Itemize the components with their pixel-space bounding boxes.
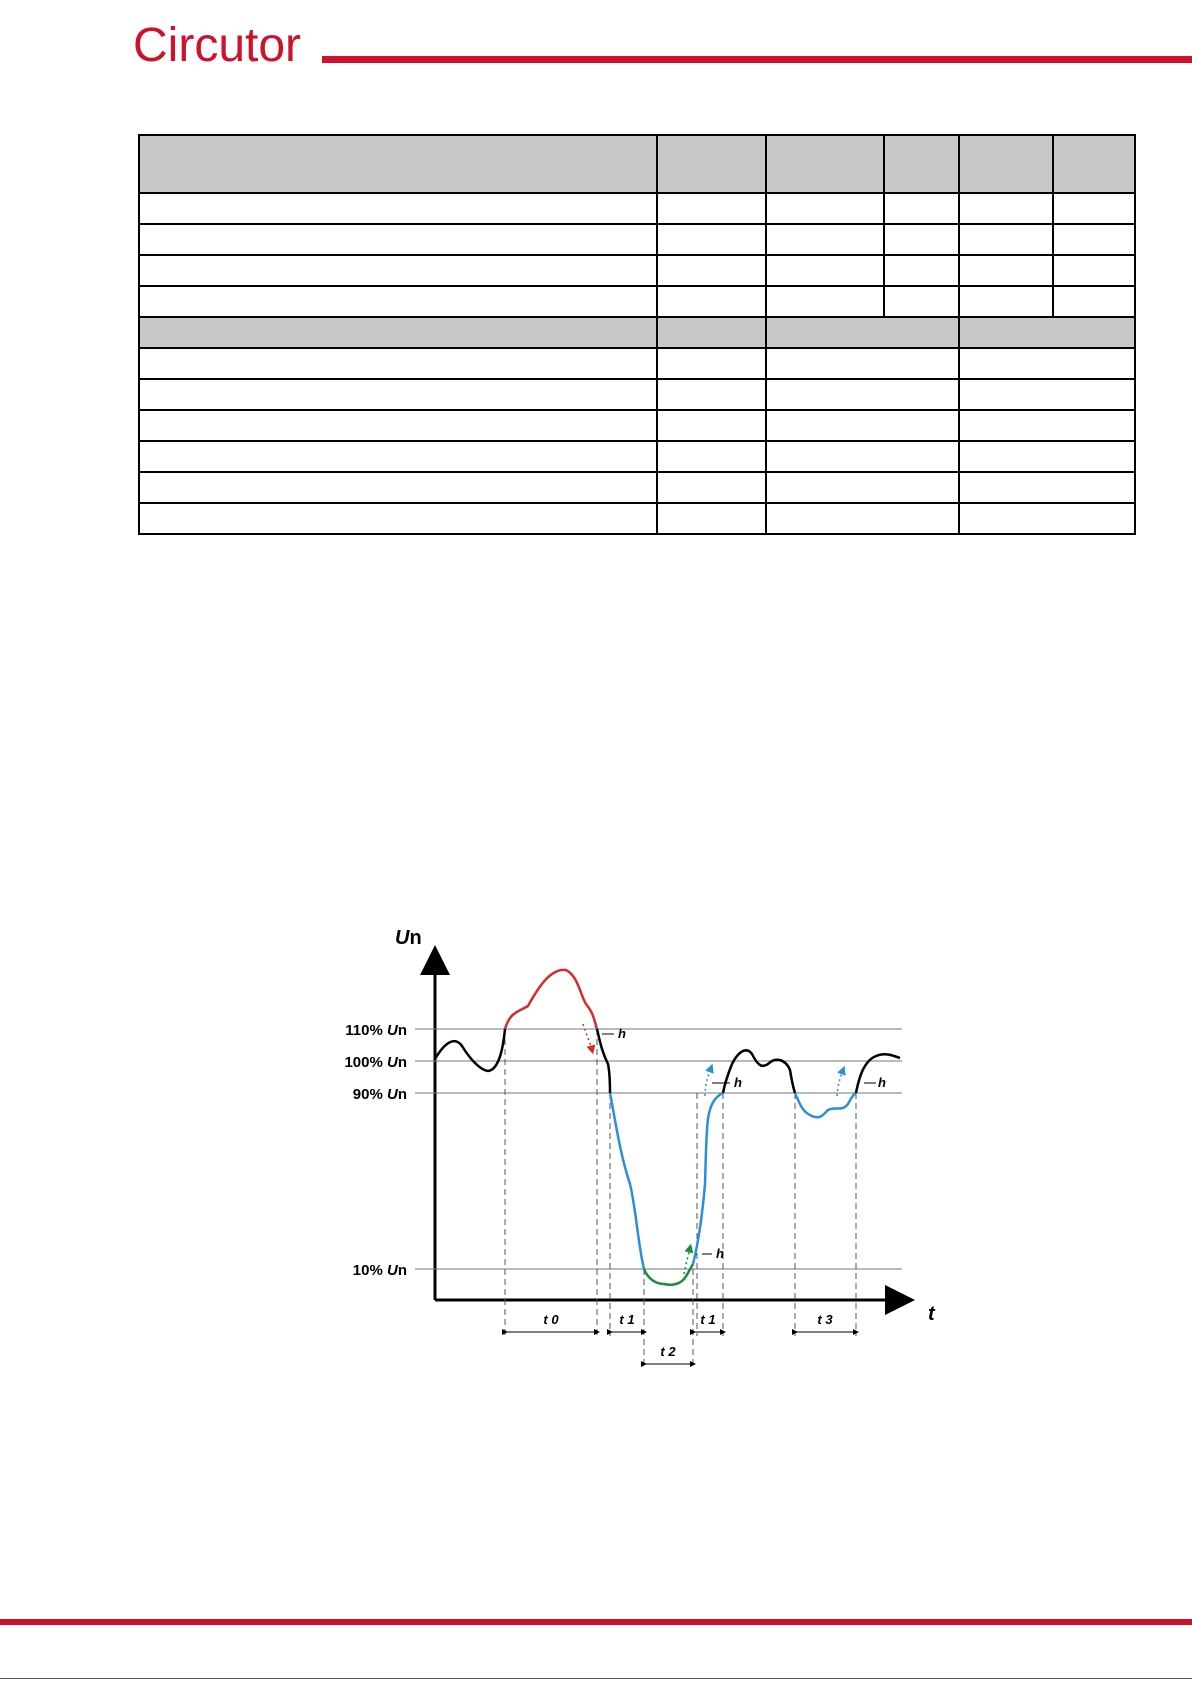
table-cell [657, 441, 766, 472]
hysteresis-markers [602, 1034, 876, 1254]
x-axis-label: t [928, 1303, 935, 1325]
table-cell [139, 286, 657, 317]
table-cell [959, 503, 1135, 534]
interval-label-t1: t 1 [700, 1312, 716, 1327]
table-subheader-row [139, 317, 1135, 348]
table-row [139, 410, 1135, 441]
table-cell [959, 286, 1053, 317]
table-cell [139, 503, 657, 534]
table-cell [959, 255, 1053, 286]
table-cell [766, 317, 959, 348]
table-cell [959, 441, 1135, 472]
interval-label-t0: t 0 [543, 1312, 559, 1327]
table-cell [139, 348, 657, 379]
table-cell [766, 472, 959, 503]
table-cell [884, 286, 959, 317]
dip-end-arrow-2 [837, 1070, 843, 1096]
table-cell [766, 441, 959, 472]
table-row [139, 441, 1135, 472]
table-cell [959, 379, 1135, 410]
table-row [139, 379, 1135, 410]
table-header-row [139, 135, 1135, 193]
table-cell [139, 135, 657, 193]
table-cell [959, 317, 1135, 348]
table-cell [1053, 255, 1135, 286]
table-cell [766, 224, 884, 255]
table-cell [766, 193, 884, 224]
footer-rule [0, 1619, 1192, 1625]
voltage-event-diagram [320, 924, 940, 1384]
table-cell [766, 286, 884, 317]
header-rule [322, 56, 1192, 63]
table-cell [657, 135, 766, 193]
table-row [139, 348, 1135, 379]
table-cell [139, 379, 657, 410]
table-cell [657, 472, 766, 503]
table-cell [139, 224, 657, 255]
table-cell [766, 410, 959, 441]
interval-label-t3: t 3 [817, 1312, 833, 1327]
table-cell [959, 135, 1053, 193]
table-row [139, 286, 1135, 317]
hysteresis-label: h [618, 1026, 626, 1041]
interval-label-t1: t 1 [619, 1312, 635, 1327]
table-cell [959, 224, 1053, 255]
hysteresis-label: h [734, 1075, 742, 1090]
hysteresis-label: h [878, 1075, 886, 1090]
circutor-logo: Circutor [133, 19, 302, 72]
hysteresis-label: h [716, 1246, 724, 1261]
table-cell [657, 503, 766, 534]
table-cell [884, 224, 959, 255]
table-cell [766, 255, 884, 286]
table-cell [1053, 224, 1135, 255]
table-cell [884, 135, 959, 193]
table-cell [766, 379, 959, 410]
table-cell [139, 410, 657, 441]
table-row [139, 472, 1135, 503]
table-cell [766, 348, 959, 379]
table-cell [884, 255, 959, 286]
table-cell [657, 224, 766, 255]
table-cell [959, 472, 1135, 503]
table-cell [139, 255, 657, 286]
swell-end-arrow [583, 1024, 592, 1050]
table-cell [959, 348, 1135, 379]
table-cell [139, 317, 657, 348]
level-label-100: 100% Un [344, 1054, 407, 1071]
table-cell [657, 410, 766, 441]
table-cell [139, 193, 657, 224]
table-row [139, 224, 1135, 255]
table-cell [657, 348, 766, 379]
table-cell [139, 441, 657, 472]
table-cell [766, 503, 959, 534]
table-cell [657, 379, 766, 410]
table-cell [1053, 286, 1135, 317]
table-cell [1053, 135, 1135, 193]
table-row [139, 503, 1135, 534]
table-row [139, 255, 1135, 286]
table-cell [657, 255, 766, 286]
table-cell [657, 286, 766, 317]
table-cell [657, 317, 766, 348]
waveform-normal-start [435, 1029, 505, 1071]
waveform-dip-down [610, 1093, 644, 1269]
table-cell [959, 193, 1053, 224]
table-cell [657, 193, 766, 224]
y-axis-label: Un [395, 927, 422, 949]
table-cell [884, 193, 959, 224]
dip-end-arrow-1 [705, 1068, 711, 1096]
table-cell [959, 410, 1135, 441]
footer-thin-rule [0, 1678, 1192, 1679]
table-cell [766, 135, 884, 193]
spec-table [138, 134, 1136, 535]
level-label-10: 10% Un [352, 1262, 407, 1279]
table-cell [1053, 193, 1135, 224]
waveform-swell [505, 970, 597, 1029]
table-cell [139, 472, 657, 503]
level-label-110: 110% Un [345, 1022, 407, 1039]
level-label-90: 90% Un [352, 1086, 407, 1103]
waveform-dip-second [795, 1093, 856, 1117]
interval-label-t2: t 2 [660, 1344, 676, 1359]
table-row [139, 193, 1135, 224]
